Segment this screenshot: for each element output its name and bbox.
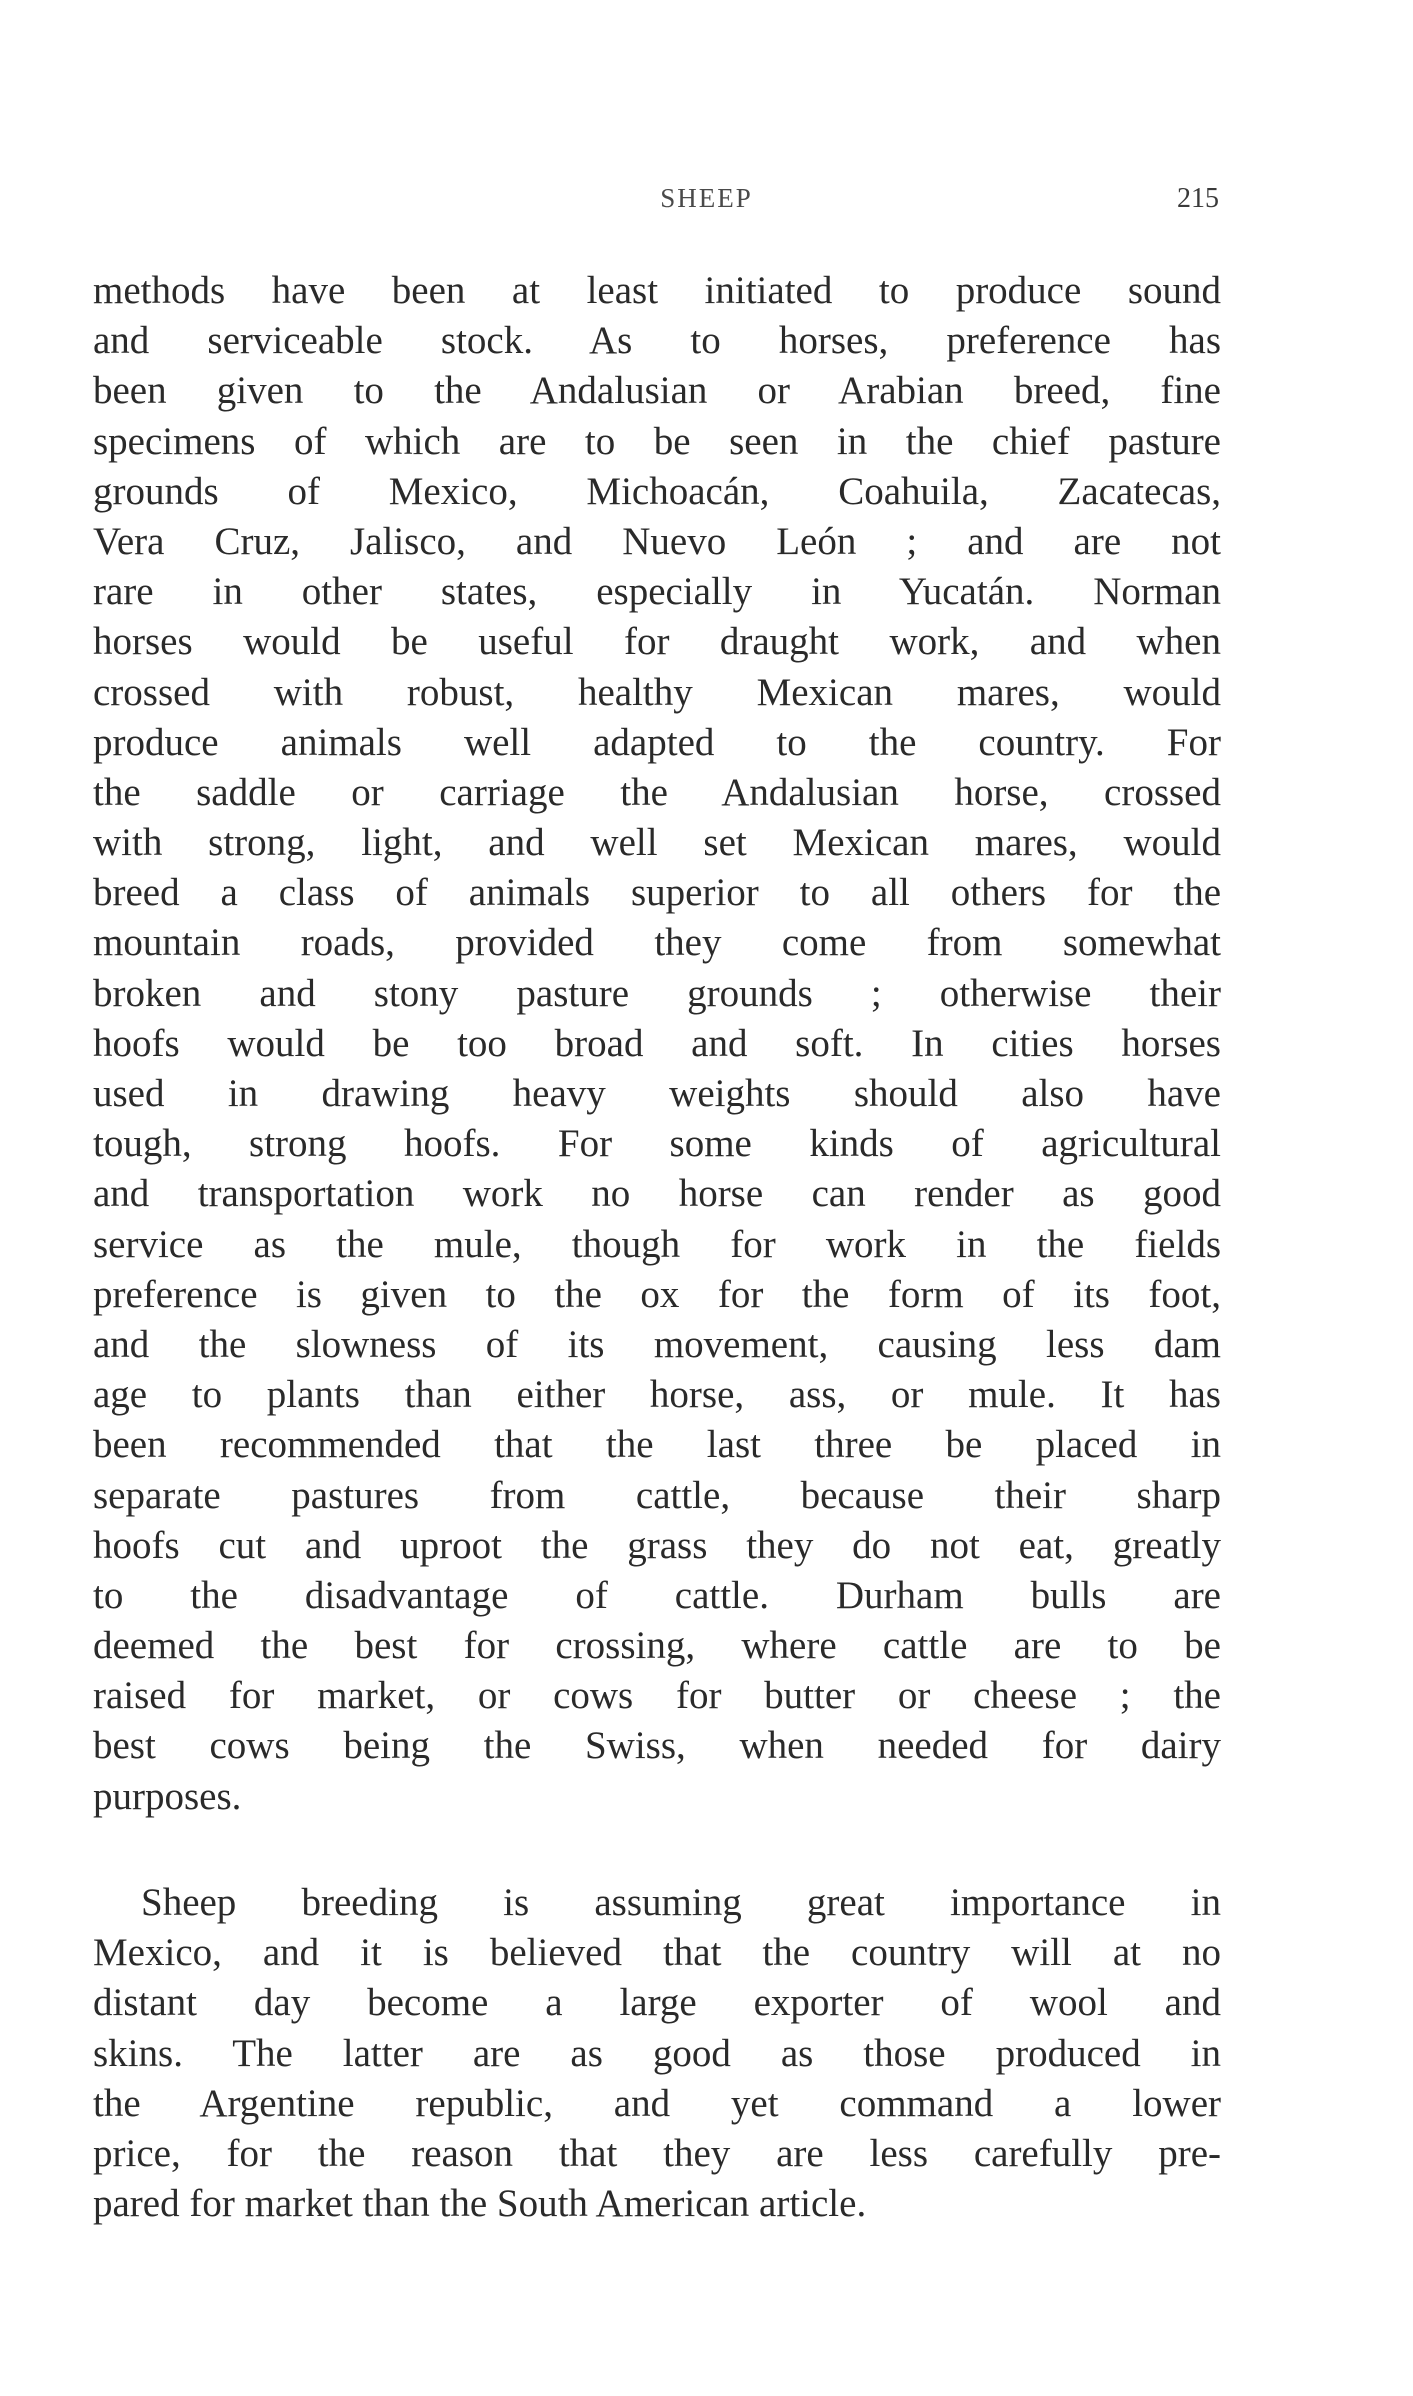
text-line: distant day become a large exporter of wool and	[93, 1981, 1221, 2025]
text-line: specimens of which are to be seen in the chief pasture	[93, 419, 1221, 463]
running-head: SHEEP	[660, 183, 753, 213]
text-line: raised for market, or cows for butter or cheese ; the	[93, 1674, 1221, 1718]
text-line: methods have been at least initiated to produce sound	[93, 269, 1221, 312]
text-line: deemed the best for crossing, where cattle are to be	[93, 1624, 1221, 1668]
text-line: with strong, light, and well set Mexican mares, would	[93, 821, 1221, 865]
text-line: Sheep breeding is assuming great importance in	[141, 1881, 1221, 1924]
text-line: to the disadvantage of cattle. Durham bulls are	[93, 1573, 1221, 1617]
text-line: broken and stony pasture grounds ; otherwise their	[93, 971, 1221, 1015]
text-line: been recommended that the last three be placed in	[93, 1423, 1221, 1467]
text-line: skins. The latter are as good as those produced in	[93, 2031, 1221, 2075]
text-line: horses would be useful for draught work, and when	[93, 620, 1221, 664]
text-line: the saddle or carriage the Andalusian horse, crossed	[93, 770, 1221, 814]
text-line: best cows being the Swiss, when needed for dairy	[93, 1724, 1221, 1768]
text-line: pared for market than the South American article.	[93, 2182, 867, 2226]
text-line: Vera Cruz, Jalisco, and Nuevo León ; and are not	[93, 519, 1221, 563]
text-line: the Argentine republic, and yet command a lower	[93, 2081, 1221, 2125]
paragraph-sheep-breeding	[93, 1878, 1221, 2229]
text-line: separate pastures from cattle, because their sharp	[93, 1473, 1221, 1517]
text-line: service as the mule, though for work in the fields	[93, 1222, 1221, 1266]
page-number: 215	[1177, 183, 1219, 214]
text-line: Mexico, and it is believed that the country will at no	[93, 1931, 1221, 1975]
page-header	[0, 183, 1413, 233]
text-line: hoofs cut and uproot the grass they do not eat, greatly	[93, 1523, 1221, 1567]
text-line: hoofs would be too broad and soft. In cities horses	[93, 1021, 1221, 1065]
paragraph-horses-and-cattle	[93, 266, 1221, 1822]
text-line: rare in other states, especially in Yucatán. Norman	[93, 570, 1221, 614]
text-line: age to plants than either horse, ass, or mule. It has	[93, 1373, 1221, 1417]
text-line: produce animals well adapted to the country. For	[93, 720, 1221, 764]
text-line: mountain roads, provided they come from somewhat	[93, 921, 1221, 965]
text-line: and the slowness of its movement, causing less dam	[93, 1322, 1221, 1366]
text-line: crossed with robust, healthy Mexican mares, would	[93, 670, 1221, 714]
text-line: price, for the reason that they are less carefully pre-	[93, 2131, 1221, 2175]
text-line: preference is given to the ox for the form of its foot,	[93, 1272, 1221, 1316]
text-line: been given to the Andalusian or Arabian breed, fine	[93, 369, 1221, 413]
text-line: and serviceable stock. As to horses, preference has	[93, 319, 1221, 363]
text-line: tough, strong hoofs. For some kinds of agricultural	[93, 1122, 1221, 1166]
text-line: breed a class of animals superior to all others for the	[93, 871, 1221, 915]
text-line: purposes.	[93, 1774, 242, 1818]
text-line: used in drawing heavy weights should also have	[93, 1072, 1221, 1115]
text-line: and transportation work no horse can render as good	[93, 1172, 1221, 1216]
text-line: grounds of Mexico, Michoacán, Coahuila, Zacatecas,	[93, 469, 1221, 513]
